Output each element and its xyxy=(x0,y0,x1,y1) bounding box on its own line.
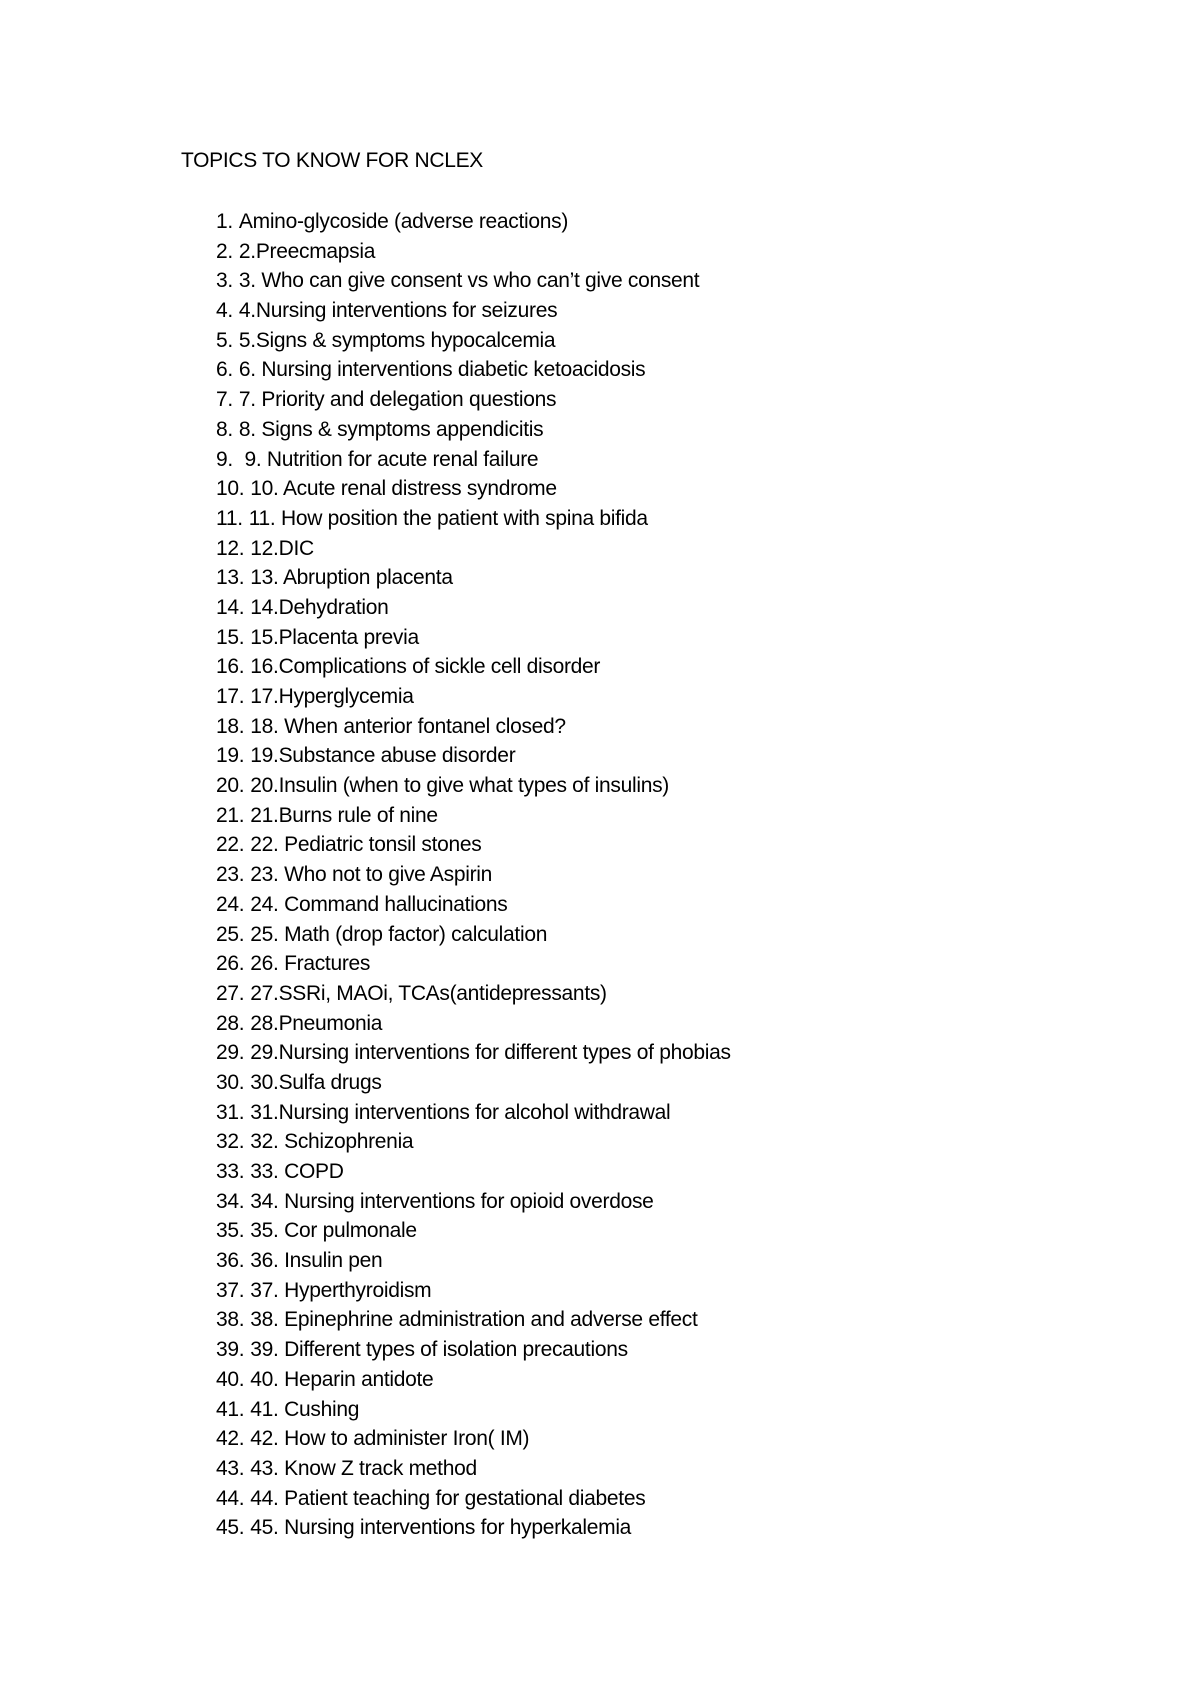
page-title: TOPICS TO KNOW FOR NCLEX xyxy=(181,149,484,172)
list-item xyxy=(216,326,731,356)
list-item-text: 42. How to administer Iron( IM) xyxy=(250,1427,530,1451)
list-item xyxy=(216,682,731,712)
list-item xyxy=(216,563,731,593)
list-item-number: 33. xyxy=(216,1160,245,1183)
list-item xyxy=(216,1216,731,1246)
list-item-text: 14.Dehydration xyxy=(250,595,389,619)
list-item-text: 35. Cor pulmonale xyxy=(250,1219,417,1243)
list-item xyxy=(216,1038,731,1068)
list-item-text: 29.Nursing interventions for different types of phobias xyxy=(250,1041,731,1065)
list-item-text: 37. Hyperthyroidism xyxy=(250,1278,432,1302)
list-item-number: 35. xyxy=(216,1219,245,1243)
topic-list xyxy=(216,207,731,1543)
list-item-text: 13. Abruption placenta xyxy=(250,566,453,590)
list-item xyxy=(216,623,731,653)
list-item-number: 42. xyxy=(216,1427,245,1451)
list-item-number: 8. xyxy=(216,417,233,441)
list-item-number: 12. xyxy=(216,536,245,560)
list-item xyxy=(216,296,731,326)
list-item xyxy=(216,652,731,682)
list-item-text: 45. Nursing interventions for hyperkalemia xyxy=(250,1516,632,1540)
list-item-number: 10. xyxy=(216,477,245,501)
list-item xyxy=(216,1157,731,1187)
list-item-text: 7. Priority and delegation questions xyxy=(238,388,557,412)
list-item-text: 8. Signs & symptoms appendicitis xyxy=(238,417,544,441)
list-item-text: 15.Placenta previa xyxy=(250,625,419,649)
list-item-text: 28.Pneumonia xyxy=(250,1011,383,1035)
list-item xyxy=(216,1395,731,1425)
list-item-text: 36. Insulin pen xyxy=(250,1249,383,1273)
list-item-number: 25. xyxy=(216,922,245,946)
list-item xyxy=(216,979,731,1009)
list-item xyxy=(216,593,731,623)
list-item-text: 23. Who not to give Aspirin xyxy=(250,863,493,887)
list-item xyxy=(216,1335,731,1365)
list-item-number: 18. xyxy=(216,714,245,738)
list-item-text: 41. Cushing xyxy=(250,1397,360,1421)
list-item-number: 39. xyxy=(216,1338,245,1362)
list-item-number: 16. xyxy=(216,655,245,679)
list-item-number: 20. xyxy=(216,774,245,798)
list-item xyxy=(216,237,731,267)
list-item-text: 43. Know Z track method xyxy=(250,1456,477,1480)
list-item-text: 44. Patient teaching for gestational diabetes xyxy=(250,1486,646,1510)
list-item-number: 3. xyxy=(216,269,233,293)
list-item xyxy=(216,534,731,564)
list-item xyxy=(216,1068,731,1098)
list-item xyxy=(216,474,731,504)
list-item-text: 16.Complications of sickle cell disorder xyxy=(250,655,601,679)
list-item-number: 23. xyxy=(216,863,245,887)
list-item xyxy=(216,355,731,385)
list-item-number: 1. xyxy=(216,210,233,233)
list-item xyxy=(216,1365,731,1395)
list-item-number: 45. xyxy=(216,1516,245,1540)
list-item-number: 9. xyxy=(216,447,233,471)
list-item-number: 22. xyxy=(216,833,245,857)
list-item xyxy=(216,1305,731,1335)
list-item xyxy=(216,385,731,415)
list-item-number: 4. xyxy=(216,299,233,323)
list-item-text: 38. Epinephrine administration and adverse effect xyxy=(250,1308,698,1332)
list-item-text: 20.Insulin (when to give what types of insulins) xyxy=(250,774,669,798)
list-item xyxy=(216,890,731,920)
list-item-text: 27.SSRi, MAOi, TCAs(antidepressants) xyxy=(250,981,607,1005)
list-item-text: 6. Nursing interventions diabetic ketoacidosis xyxy=(238,358,646,382)
list-item-text: 31.Nursing interventions for alcohol withdrawal xyxy=(250,1100,671,1124)
list-item-text: 2.Preecmapsia xyxy=(238,239,376,263)
list-item-number: 24. xyxy=(216,892,245,916)
list-item-number: 30. xyxy=(216,1070,245,1094)
list-item xyxy=(216,830,731,860)
list-item-number: 28. xyxy=(216,1011,245,1035)
list-item xyxy=(216,266,731,296)
list-item-text: 24. Command hallucinations xyxy=(250,892,508,916)
list-item xyxy=(216,415,731,445)
list-item-number: 14. xyxy=(216,595,245,619)
list-item-text: 3. Who can give consent vs who can’t give consent xyxy=(238,269,700,293)
list-item-text: 22. Pediatric tonsil stones xyxy=(250,833,482,857)
list-item-text: 32. Schizophrenia xyxy=(250,1130,414,1154)
list-item-number: 11. xyxy=(216,506,243,530)
list-item-text: 33. COPD xyxy=(250,1160,344,1183)
list-item-number: 40. xyxy=(216,1367,245,1391)
list-item-number: 38. xyxy=(216,1308,245,1332)
list-item-text: Amino-glycoside (adverse reactions) xyxy=(238,210,569,233)
list-item xyxy=(216,1276,731,1306)
list-item-text: 25. Math (drop factor) calculation xyxy=(250,922,548,946)
list-item-text: 30.Sulfa drugs xyxy=(250,1070,382,1094)
list-item-text: 26. Fractures xyxy=(250,952,371,976)
list-item xyxy=(216,741,731,771)
list-item-text: 39. Different types of isolation precautions xyxy=(250,1338,628,1362)
list-item-text: 40. Heparin antidote xyxy=(250,1367,434,1391)
list-item xyxy=(216,445,731,475)
list-item-number: 27. xyxy=(216,981,245,1005)
list-item xyxy=(216,1009,731,1039)
list-item-number: 34. xyxy=(216,1189,245,1213)
list-item-number: 6. xyxy=(216,358,233,382)
list-item xyxy=(216,1187,731,1217)
list-item-text: 5.Signs & symptoms hypocalcemia xyxy=(238,328,556,352)
list-item xyxy=(216,1424,731,1454)
list-item-number: 26. xyxy=(216,952,245,976)
list-item-text: 18. When anterior fontanel closed? xyxy=(250,714,566,738)
list-item-number: 32. xyxy=(216,1130,245,1154)
list-item-number: 7. xyxy=(216,388,233,412)
list-item-text: 34. Nursing interventions for opioid overdose xyxy=(250,1189,654,1213)
list-item-number: 29. xyxy=(216,1041,245,1065)
list-item-text: 21.Burns rule of nine xyxy=(250,803,438,827)
list-item xyxy=(216,949,731,979)
list-item-text: 9. Nutrition for acute renal failure xyxy=(238,447,539,471)
list-item-number: 13. xyxy=(216,566,245,590)
list-item-number: 43. xyxy=(216,1456,245,1480)
list-item-number: 15. xyxy=(216,625,245,649)
list-item-text: 12.DIC xyxy=(250,536,314,560)
list-item xyxy=(216,801,731,831)
list-item-number: 21. xyxy=(216,803,245,827)
list-item-text: 10. Acute renal distress syndrome xyxy=(250,477,557,501)
list-item xyxy=(216,1454,731,1484)
list-item-text: 19.Substance abuse disorder xyxy=(250,744,516,768)
list-item xyxy=(216,1513,731,1543)
list-item-number: 19. xyxy=(216,744,245,768)
list-item-number: 31. xyxy=(216,1100,245,1124)
list-item-number: 36. xyxy=(216,1249,245,1273)
list-item xyxy=(216,860,731,890)
list-item xyxy=(216,207,731,237)
list-item-text: 4.Nursing interventions for seizures xyxy=(238,299,558,323)
list-item xyxy=(216,771,731,801)
list-item xyxy=(216,1098,731,1128)
list-item xyxy=(216,712,731,742)
list-item xyxy=(216,920,731,950)
list-item-number: 17. xyxy=(216,685,245,708)
list-item-text: 11. How position the patient with spina bifida xyxy=(248,506,648,530)
list-item-number: 41. xyxy=(216,1397,245,1421)
list-item xyxy=(216,1246,731,1276)
list-item-number: 44. xyxy=(216,1486,245,1510)
list-item xyxy=(216,1127,731,1157)
list-item-number: 2. xyxy=(216,239,233,263)
list-item-number: 5. xyxy=(216,328,233,352)
list-item-text: 17.Hyperglycemia xyxy=(250,685,414,708)
list-item-number: 37. xyxy=(216,1278,245,1302)
list-item xyxy=(216,1484,731,1514)
list-item xyxy=(216,504,731,534)
